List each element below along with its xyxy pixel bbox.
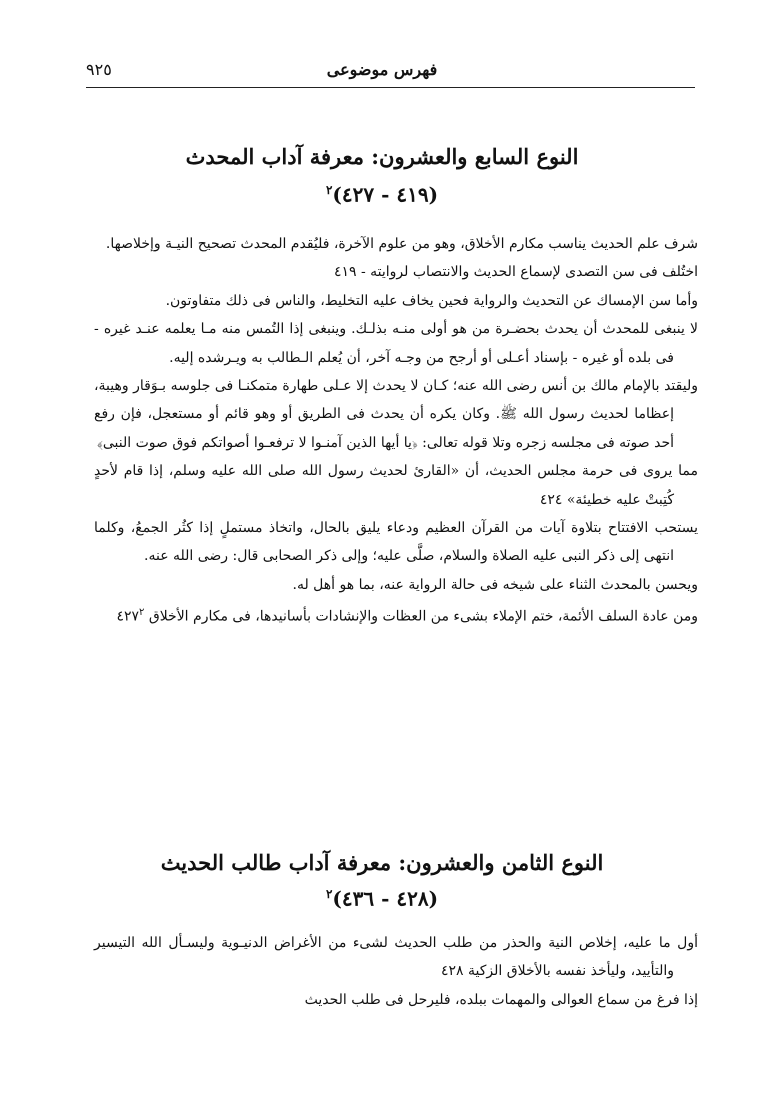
running-header: فهرس موضوعى: [326, 60, 438, 79]
range-text: (٤١٩ - ٤٢٧): [332, 182, 439, 207]
list-item: [94, 599, 698, 631]
range-text: (٤٢٨ - ٤٣٦): [332, 886, 439, 911]
footnote-marker: ٢: [325, 183, 333, 197]
header-rule: [86, 87, 695, 88]
list-item: ويحسن بالمحدث الثناء على شيخه فى حالة الرواية عنه، بما هو أهل له.: [292, 576, 698, 593]
list-item: أول ما عليه، إخلاص النية والحذر من طلب الحديث لشىء من الأغراض الدنيـوية وليسـأل الله التيسير والتأييد، وليأخذ نفسه بالأخلاق الزكية ٤٢٨: [94, 935, 698, 980]
footnote-marker: ٢: [325, 887, 333, 901]
entry-list: [94, 929, 698, 1014]
section-range: [0, 176, 764, 209]
list-item: وليقتد بالإمام مالك بن أنس رضى الله عنه؛ كـان لا يحدث إلا عـلى طهارة متمكنـا فى جلوسه بـوَقار وهيبة، إعظاما لحديث رسول الله ﷺ. وكان يكره أن يحدث فى الطريق أو وهو قائم أو مستعجل، فإن رفع أحد صوته فى مجلسه زجره وتلا قوله تعالى: ﴿يا أيها الذين آمنـوا لا ترفعـوا أصواتكم فوق صوت النبى﴾: [94, 378, 698, 451]
section-title: النوع السابع والعشرون: معرفة آداب المحدث: [185, 144, 579, 169]
footnote-marker: ٢: [139, 607, 145, 619]
entry-text: ومن عادة السلف الأئمة، ختم الإملاء بشىء من العظات والإنشادات بأسانيدها، فى مكارم الأخلاق ٤٢٧: [116, 608, 698, 625]
list-item: اختُلف فى سن التصدى لإسماع الحديث والانتصاب لروايته - ٤١٩: [333, 264, 698, 281]
page-number: ٩٢٥: [86, 60, 112, 79]
section-range: [0, 880, 764, 913]
list-item: يستحب الافتتاح بتلاوة آيات من القرآن العظيم ودعاء يليق بالحال، واتخاذ مستملٍ إذا كثُر الجمعُ، وكلما انتهى إلى ذكر النبى عليه الصلاة والسلام، صلَّى عليه؛ وإلى ذكر الصحابى قال: رضى الله عنه.: [94, 520, 698, 565]
entry-list: [94, 230, 698, 631]
list-item: لا ينبغى للمحدث أن يحدث بحضـرة من هو أولى منـه بذلـك. وينبغى إذا التُمس منه مـا يعلمه عنـد غيره - فى بلده أو غيره - بإسناد أعـلى أو أرجح من وجـه آخر، أن يُعلم الـطالب به ويـرشده إليه.: [94, 321, 698, 366]
list-item: وأما سن الإمساك عن التحديث والرواية فحين يخاف عليه التخليط، والناس فى ذلك متفاوتون.: [165, 292, 698, 309]
list-item: مما يروى فى حرمة مجلس الحديث، أن «القارئ لحديث رسول الله صلى الله عليه وسلم، إذا قام لأحدٍ كُتِبتْ عليه خطيئة» ٤٢٤: [94, 463, 698, 508]
list-item: إذا فرغ من سماع العوالى والمهمات ببلده، فليرحل فى طلب الحديث: [304, 991, 698, 1008]
list-item: شرف علم الحديث يناسب مكارم الأخلاق، وهو من علوم الآخرة، فليُقدم المحدث تصحيح النيـة وإخلاصها.: [105, 236, 698, 252]
section-title: النوع الثامن والعشرون: معرفة آداب طالب الحديث: [160, 850, 604, 875]
